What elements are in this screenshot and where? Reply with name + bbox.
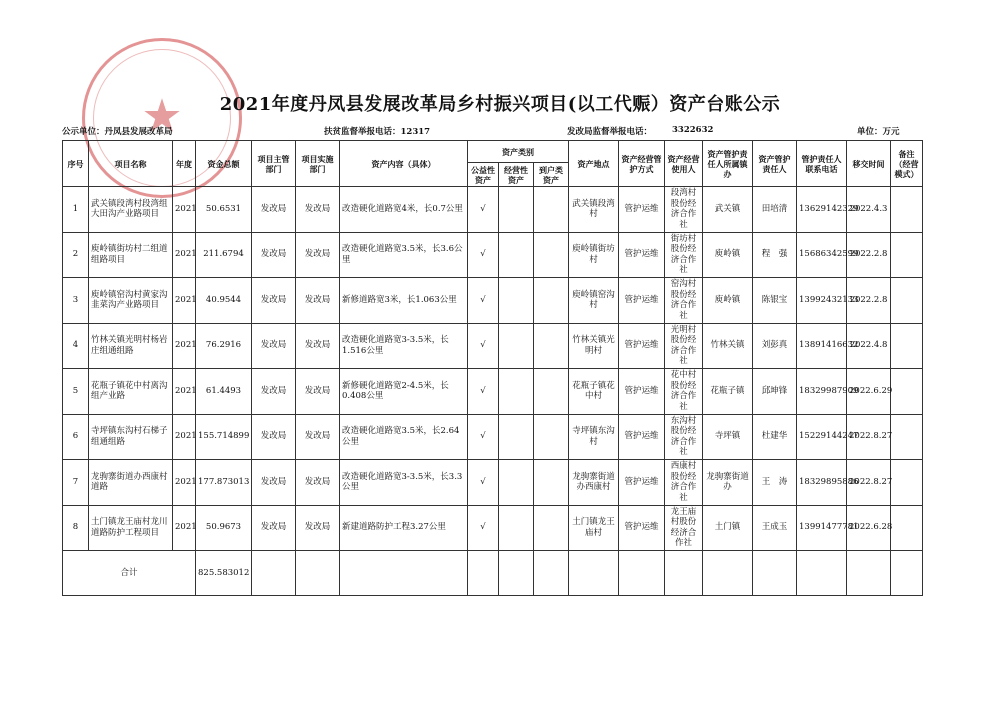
cell-person: 程 强 xyxy=(753,232,797,278)
cell-remark xyxy=(891,278,923,324)
cell-household xyxy=(534,369,569,415)
cell-public: √ xyxy=(468,323,499,369)
header-user: 资产经营使用人 xyxy=(665,141,703,187)
cell-content: 改造硬化道路宽3.5米，长3.6公里 xyxy=(340,232,468,278)
cell-year: 2021 xyxy=(173,323,196,369)
cell-funds: 40.9544 xyxy=(196,278,252,324)
empty-cell xyxy=(619,551,665,596)
empty-cell xyxy=(753,551,797,596)
cell-location: 寺坪镇东沟村 xyxy=(569,414,619,460)
cell-user: 花中村股份经济合作社 xyxy=(665,369,703,415)
cell-funds: 50.6531 xyxy=(196,187,252,233)
cell-date: 2022.4.8 xyxy=(847,323,891,369)
cell-content: 新建道路防护工程3.27公里 xyxy=(340,505,468,551)
header-transfer-date: 移交时间 xyxy=(847,141,891,187)
cell-dept-main: 发改局 xyxy=(252,369,296,415)
empty-cell xyxy=(296,551,340,596)
cell-funds: 177.873013 xyxy=(196,460,252,506)
cell-year: 2021 xyxy=(173,232,196,278)
cell-mode: 管护运维 xyxy=(619,505,665,551)
cell-seq: 8 xyxy=(63,505,89,551)
cell-date: 2022.4.3 xyxy=(847,187,891,233)
cell-mode: 管护运维 xyxy=(619,369,665,415)
cell-year: 2021 xyxy=(173,278,196,324)
cell-year: 2021 xyxy=(173,414,196,460)
cell-public: √ xyxy=(468,232,499,278)
cell-location: 龙驹寨街道办西康村 xyxy=(569,460,619,506)
cell-town: 武关镇 xyxy=(703,187,753,233)
cell-remark xyxy=(891,232,923,278)
cell-dept-main: 发改局 xyxy=(252,278,296,324)
cell-business xyxy=(499,369,534,415)
cell-location: 土门镇龙王庙村 xyxy=(569,505,619,551)
cell-user: 段湾村股份经济合作社 xyxy=(665,187,703,233)
cell-town: 庾岭镇 xyxy=(703,232,753,278)
cell-dept-main: 发改局 xyxy=(252,460,296,506)
cell-dept-impl: 发改局 xyxy=(296,187,340,233)
table-row xyxy=(63,232,923,278)
header-cat-business: 经营性资产 xyxy=(499,163,534,187)
header-phone: 管护责任人联系电话 xyxy=(797,141,847,187)
table-row xyxy=(63,323,923,369)
empty-cell xyxy=(891,551,923,596)
cell-household xyxy=(534,232,569,278)
cell-mode: 管护运维 xyxy=(619,278,665,324)
hotline-label: 扶贫监督举报电话：12317 xyxy=(324,127,431,137)
cell-funds: 211.6794 xyxy=(196,232,252,278)
empty-cell xyxy=(340,551,468,596)
header-responsible-person: 资产管护责任人 xyxy=(753,141,797,187)
cell-public: √ xyxy=(468,414,499,460)
cell-seq: 2 xyxy=(63,232,89,278)
cell-business xyxy=(499,460,534,506)
empty-cell xyxy=(797,551,847,596)
cell-name: 龙驹寨街道办西康村道路 xyxy=(89,460,173,506)
empty-cell xyxy=(847,551,891,596)
cell-year: 2021 xyxy=(173,369,196,415)
cell-phone: 13629142329 xyxy=(797,187,847,233)
cell-location: 竹林关镇光明村 xyxy=(569,323,619,369)
star-icon: ★ xyxy=(141,88,183,143)
total-row xyxy=(63,551,923,596)
cell-business xyxy=(499,232,534,278)
cell-business xyxy=(499,278,534,324)
cell-mode: 管护运维 xyxy=(619,414,665,460)
cell-household xyxy=(534,414,569,460)
cell-town: 土门镇 xyxy=(703,505,753,551)
cell-town: 庾岭镇 xyxy=(703,278,753,324)
cell-content: 改造硬化道路宽3.5米，长2.64公里 xyxy=(340,414,468,460)
cell-remark xyxy=(891,323,923,369)
cell-household xyxy=(534,460,569,506)
cell-remark xyxy=(891,505,923,551)
cell-remark xyxy=(891,460,923,506)
cell-town: 寺坪镇 xyxy=(703,414,753,460)
cell-public: √ xyxy=(468,369,499,415)
cell-phone: 15686342599 xyxy=(797,232,847,278)
empty-cell xyxy=(468,551,499,596)
cell-business xyxy=(499,414,534,460)
cell-dept-main: 发改局 xyxy=(252,505,296,551)
cell-phone: 13992432133 xyxy=(797,278,847,324)
cell-user: 街坊村股份经济合作社 xyxy=(665,232,703,278)
cell-date: 2022.2.8 xyxy=(847,232,891,278)
cell-name: 庾岭镇窑沟村黄家沟韭菜沟产业路项目 xyxy=(89,278,173,324)
cell-mode: 管护运维 xyxy=(619,460,665,506)
cell-seq: 3 xyxy=(63,278,89,324)
cell-dept-impl: 发改局 xyxy=(296,278,340,324)
page-title: 2021年度丹凤县发展改革局乡村振兴项目(以工代赈）资产台账公示 xyxy=(219,94,781,115)
empty-cell xyxy=(499,551,534,596)
total-funds: 825.583012 xyxy=(196,551,252,596)
header-year: 年度 xyxy=(173,141,196,187)
cell-content: 新修道路宽3米，长1.063公里 xyxy=(340,278,468,324)
cell-location: 庾岭镇街坊村 xyxy=(569,232,619,278)
cell-date: 2022.2.8 xyxy=(847,278,891,324)
cell-user: 光明村股份经济合作社 xyxy=(665,323,703,369)
empty-cell xyxy=(665,551,703,596)
cell-business xyxy=(499,323,534,369)
cell-household xyxy=(534,278,569,324)
cell-dept-impl: 发改局 xyxy=(296,505,340,551)
cell-year: 2021 xyxy=(173,187,196,233)
empty-cell xyxy=(252,551,296,596)
cell-person: 邱坤锋 xyxy=(753,369,797,415)
cell-town: 竹林关镇 xyxy=(703,323,753,369)
cell-content: 新修硬化道路宽2-4.5米，长0.408公里 xyxy=(340,369,468,415)
header-name: 项目名称 xyxy=(89,141,173,187)
header-dept-impl: 项目实施部门 xyxy=(296,141,340,187)
cell-content: 改造硬化道路宽3-3.5米，长1.516公里 xyxy=(340,323,468,369)
reform-hotline-label: 发改局监督举报电话： xyxy=(567,127,653,137)
header-cat-household: 到户类资产 xyxy=(534,163,569,187)
header-remark: 备注（经营模式） xyxy=(891,141,923,187)
cell-user: 龙王庙村股份经济合作社 xyxy=(665,505,703,551)
cell-phone: 18329895886 xyxy=(797,460,847,506)
cell-person: 王 涛 xyxy=(753,460,797,506)
cell-household xyxy=(534,323,569,369)
cell-seq: 6 xyxy=(63,414,89,460)
cell-public: √ xyxy=(468,460,499,506)
cell-dept-main: 发改局 xyxy=(252,414,296,460)
cell-dept-impl: 发改局 xyxy=(296,414,340,460)
cell-location: 庾岭镇窑沟村 xyxy=(569,278,619,324)
cell-name: 土门镇龙王庙村龙川道路防护工程项目 xyxy=(89,505,173,551)
cell-person: 陈银宝 xyxy=(753,278,797,324)
empty-cell xyxy=(703,551,753,596)
table-row xyxy=(63,460,923,506)
cell-mode: 管护运维 xyxy=(619,187,665,233)
cell-town: 龙驹寨街道办 xyxy=(703,460,753,506)
reform-hotline-value: 3322632 xyxy=(672,125,714,135)
cell-name: 花瓶子镇花中村离沟组产业路 xyxy=(89,369,173,415)
header-cat-public: 公益性资产 xyxy=(468,163,499,187)
table-row xyxy=(63,278,923,324)
cell-user: 东沟村股份经济合作社 xyxy=(665,414,703,460)
cell-dept-impl: 发改局 xyxy=(296,369,340,415)
cell-funds: 155.714899 xyxy=(196,414,252,460)
cell-remark xyxy=(891,414,923,460)
cell-funds: 50.9673 xyxy=(196,505,252,551)
cell-remark xyxy=(891,187,923,233)
table-row xyxy=(63,369,923,415)
unit-label: 单位：万元 xyxy=(857,127,900,137)
cell-user: 窑沟村股份经济合作社 xyxy=(665,278,703,324)
cell-phone: 18329987909 xyxy=(797,369,847,415)
info-bar xyxy=(62,125,922,139)
cell-date: 2022.8.27 xyxy=(847,414,891,460)
empty-cell xyxy=(534,551,569,596)
cell-remark xyxy=(891,369,923,415)
cell-location: 花瓶子镇花中村 xyxy=(569,369,619,415)
header-location: 资产地点 xyxy=(569,141,619,187)
cell-location: 武关镇段湾村 xyxy=(569,187,619,233)
cell-dept-main: 发改局 xyxy=(252,187,296,233)
cell-household xyxy=(534,505,569,551)
cell-public: √ xyxy=(468,187,499,233)
cell-business xyxy=(499,505,534,551)
cell-seq: 1 xyxy=(63,187,89,233)
header-seq: 序号 xyxy=(63,141,89,187)
cell-date: 2022.6.29 xyxy=(847,369,891,415)
cell-dept-impl: 发改局 xyxy=(296,460,340,506)
cell-dept-impl: 发改局 xyxy=(296,323,340,369)
cell-funds: 76.2916 xyxy=(196,323,252,369)
asset-ledger-table xyxy=(62,140,923,596)
publisher-label: 公示单位：丹凤县发展改革局 xyxy=(62,127,173,137)
header-responsible-town: 资产管护责任人所属镇办 xyxy=(703,141,753,187)
cell-name: 竹林关镇光明村杨岩庄组通组路 xyxy=(89,323,173,369)
cell-year: 2021 xyxy=(173,460,196,506)
cell-phone: 15229144247 xyxy=(797,414,847,460)
cell-funds: 61.4493 xyxy=(196,369,252,415)
total-label: 合计 xyxy=(63,551,196,596)
cell-public: √ xyxy=(468,505,499,551)
cell-person: 刘彭真 xyxy=(753,323,797,369)
cell-seq: 7 xyxy=(63,460,89,506)
cell-content: 改造硬化道路宽3-3.5米，长3.3公里 xyxy=(340,460,468,506)
cell-date: 2022.8.27 xyxy=(847,460,891,506)
cell-town: 花瓶子镇 xyxy=(703,369,753,415)
cell-person: 王成玉 xyxy=(753,505,797,551)
cell-seq: 5 xyxy=(63,369,89,415)
header-content: 资产内容（具体） xyxy=(340,141,468,187)
cell-person: 杜建华 xyxy=(753,414,797,460)
cell-household xyxy=(534,187,569,233)
cell-date: 2022.6.28 xyxy=(847,505,891,551)
empty-cell xyxy=(569,551,619,596)
header-manage-mode: 资产经营管护方式 xyxy=(619,141,665,187)
cell-phone: 13891416632 xyxy=(797,323,847,369)
cell-dept-main: 发改局 xyxy=(252,323,296,369)
cell-dept-main: 发改局 xyxy=(252,232,296,278)
table-row xyxy=(63,414,923,460)
cell-mode: 管护运维 xyxy=(619,323,665,369)
cell-content: 改造硬化道路宽4米，长0.7公里 xyxy=(340,187,468,233)
cell-person: 田培清 xyxy=(753,187,797,233)
cell-name: 寺坪镇东沟村石梯子组通组路 xyxy=(89,414,173,460)
cell-business xyxy=(499,187,534,233)
cell-user: 西康村股份经济合作社 xyxy=(665,460,703,506)
cell-seq: 4 xyxy=(63,323,89,369)
table-row xyxy=(63,505,923,551)
cell-name: 武关镇段湾村段湾组大田沟产业路项目 xyxy=(89,187,173,233)
cell-phone: 13991477781 xyxy=(797,505,847,551)
cell-mode: 管护运维 xyxy=(619,232,665,278)
cell-year: 2021 xyxy=(173,505,196,551)
header-category: 资产类别 xyxy=(468,141,569,163)
cell-public: √ xyxy=(468,278,499,324)
cell-name: 庾岭镇街坊村二组道组路项目 xyxy=(89,232,173,278)
header-dept-main: 项目主管部门 xyxy=(252,141,296,187)
cell-dept-impl: 发改局 xyxy=(296,232,340,278)
table-row xyxy=(63,187,923,233)
header-total-funds: 资金总额 xyxy=(196,141,252,187)
